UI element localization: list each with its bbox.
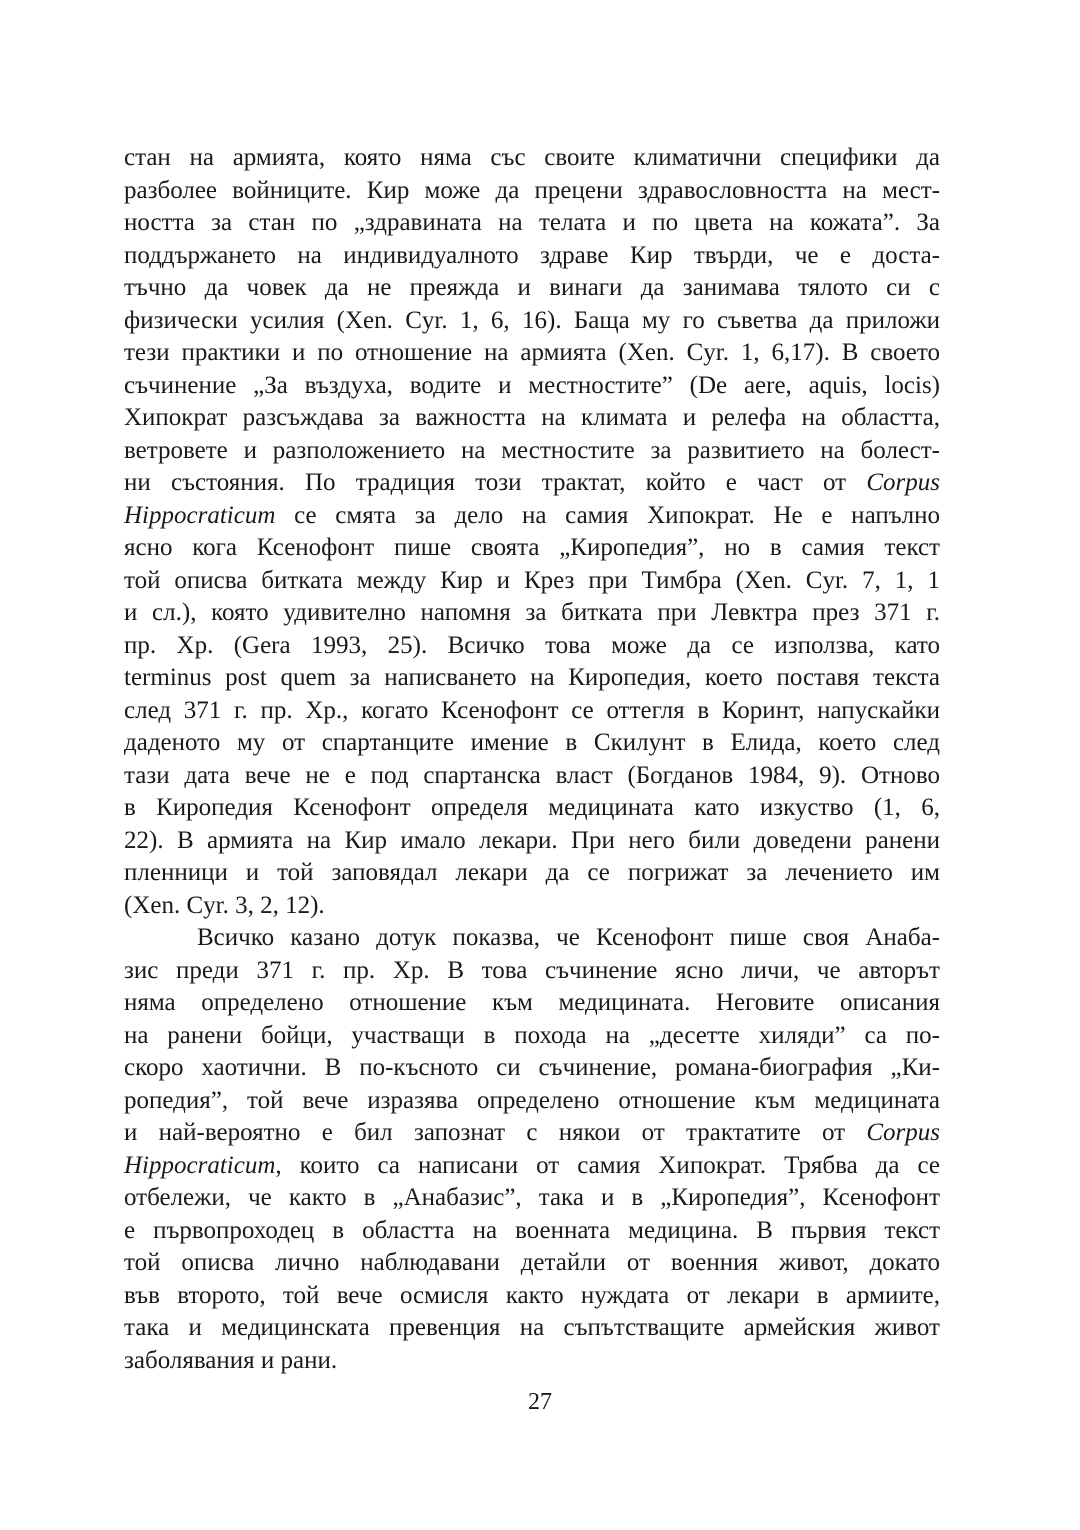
text-segment: ветровете и разположението на местностите за развитието на болест- — [124, 436, 940, 464]
italic-text: Corpus — [866, 469, 940, 496]
text-line — [124, 240, 940, 273]
text-line — [124, 467, 940, 500]
text-line — [124, 1117, 940, 1150]
text-segment: тези практики и по отношение на армията (Xen. Cyr. 1, 6,17). В своето — [124, 339, 940, 366]
text-segment: съчинение „За въздуха, водите и местностите” (De aere, aquis, locis) — [124, 371, 940, 399]
text-line — [124, 435, 940, 468]
text-line — [124, 1020, 940, 1053]
text-segment: поддържането на индивидуалното здраве Кир твърди, че е доста- — [124, 241, 940, 269]
text-line — [124, 1085, 940, 1118]
text-segment: физически усилия (Xen. Cyr. 1, 6, 16). Баща му го съветва да приложи — [124, 306, 940, 334]
text-segment: пр. Хр. (Gera 1993, 25). Всичко това може да се използва, като — [124, 631, 940, 659]
text-line — [124, 922, 940, 955]
text-segment: ропедия”, той вече изразява определено отношение към медицината — [124, 1086, 940, 1114]
text-line — [124, 1215, 940, 1248]
text-segment: ността за стан по „здравината на телата и по цвета на кожата”. За — [124, 209, 940, 236]
text-line — [124, 695, 940, 728]
text-line — [124, 597, 940, 630]
text-line — [124, 175, 940, 208]
text-segment: и сл.), която удивително напомня за битката при Левктра през 371 г. — [124, 599, 940, 626]
text-line — [124, 760, 940, 793]
text-segment: 22). В армията на Кир имало лекари. При него били доведени ранени — [124, 826, 940, 854]
text-segment: ни състояния. По традиция този трактат, който е част от — [124, 469, 867, 496]
text-segment: разболее войниците. Кир може да прецени здравословността на мест- — [124, 176, 940, 204]
text-line — [124, 1280, 940, 1313]
page-number: 27 — [528, 1389, 552, 1415]
text-segment: terminus post quem за написването на Киропедия, което поставя текста — [124, 664, 940, 691]
paragraph — [124, 142, 940, 922]
text-segment: и най-вероятно е бил запознат с някои от трактатите от — [124, 1119, 867, 1146]
text-line — [124, 500, 940, 533]
text-line — [124, 1052, 940, 1085]
text-segment: Всичко казано дотук показва, че Ксенофонт пише своя Анаба- — [197, 924, 940, 951]
text-line — [124, 532, 940, 565]
text-line — [124, 272, 940, 305]
text-segment: , които са написани от самия Хипократ. Трябва да се — [275, 1151, 940, 1179]
text-line — [124, 1150, 940, 1183]
italic-text: Hippocraticum — [124, 501, 276, 529]
text-line — [124, 792, 940, 825]
text-segment: скоро хаотични. В по-късното си съчинение, романа-биография „Ки- — [124, 1054, 940, 1081]
text-segment: няма определено отношение към медицината. Неговите описания — [124, 989, 940, 1016]
text-line — [124, 727, 940, 760]
paragraph — [124, 922, 940, 1377]
text-line — [124, 305, 940, 338]
italic-text: Hippocraticum — [124, 1151, 276, 1179]
text-segment: стан на армията, която няма със своите климатични специфики да — [124, 144, 940, 171]
text-segment: зис преди 371 г. пр. Хр. В това съчинение ясно личи, че авторът — [124, 956, 940, 984]
text-line — [124, 1312, 940, 1345]
text-line — [124, 955, 940, 988]
text-segment: така и медицинската превенция на съпътстващите армейския живот — [124, 1314, 940, 1341]
text-segment: пленници и той заповядал лекари да се погрижат за лечението им — [124, 859, 940, 886]
text-line — [124, 207, 940, 240]
text-line — [124, 565, 940, 598]
text-segment: във второто, той вече осмисля както нуждата от лекари в армиите, — [124, 1281, 940, 1309]
text-line — [124, 337, 940, 370]
text-segment: заболявания и рани. — [124, 1346, 338, 1374]
text-segment: той описва битката между Кир и Крез при Тимбра (Xen. Cyr. 7, 1, 1 — [124, 566, 940, 594]
text-line — [124, 1345, 940, 1378]
text-line — [124, 987, 940, 1020]
text-segment: след 371 г. пр. Хр., когато Ксенофонт се оттегля в Коринт, напускайки — [124, 696, 940, 724]
text-line — [124, 1247, 940, 1280]
text-line — [124, 142, 940, 175]
text-segment: той описва лично наблюдавани детайли от военния живот, докато — [124, 1249, 940, 1276]
text-line — [124, 370, 940, 403]
text-line — [124, 857, 940, 890]
text-segment: е първопроходец в областта на военната медицина. В първия текст — [124, 1216, 940, 1244]
italic-text: Corpus — [866, 1119, 940, 1146]
text-line — [124, 1182, 940, 1215]
text-segment: в Киропедия Ксенофонт определя медицината като изкуство (1, 6, — [124, 794, 940, 821]
text-segment: тази дата вече не е под спартанска власт (Богданов 1984, 9). Отново — [124, 761, 940, 789]
text-segment: се смята за дело на самия Хипократ. Не е напълно — [275, 501, 940, 529]
text-segment: даденото му от спартанците имение в Скилунт в Елида, което след — [124, 729, 940, 756]
text-line — [124, 825, 940, 858]
text-line — [124, 662, 940, 695]
text-line — [124, 630, 940, 663]
text-segment: Хипократ разсъждава за важността на климата и релефа на областта, — [124, 404, 940, 431]
text-line — [124, 402, 940, 435]
text-segment: отбележи, че както в „Анабазис”, така и в „Киропедия”, Ксенофонт — [124, 1184, 940, 1211]
text-segment: на ранени бойци, участващи в похода на „десетте хиляди” са по- — [124, 1021, 940, 1049]
body-text — [124, 142, 940, 1377]
text-segment: (Xen. Cyr. 3, 2, 12). — [124, 891, 325, 919]
text-segment: тъчно да човек да не преяжда и винаги да занимава тялото си с — [124, 274, 940, 301]
text-segment: ясно кога Ксенофонт пише своята „Киропедия”, но в самия текст — [124, 534, 940, 561]
text-line — [124, 890, 940, 923]
